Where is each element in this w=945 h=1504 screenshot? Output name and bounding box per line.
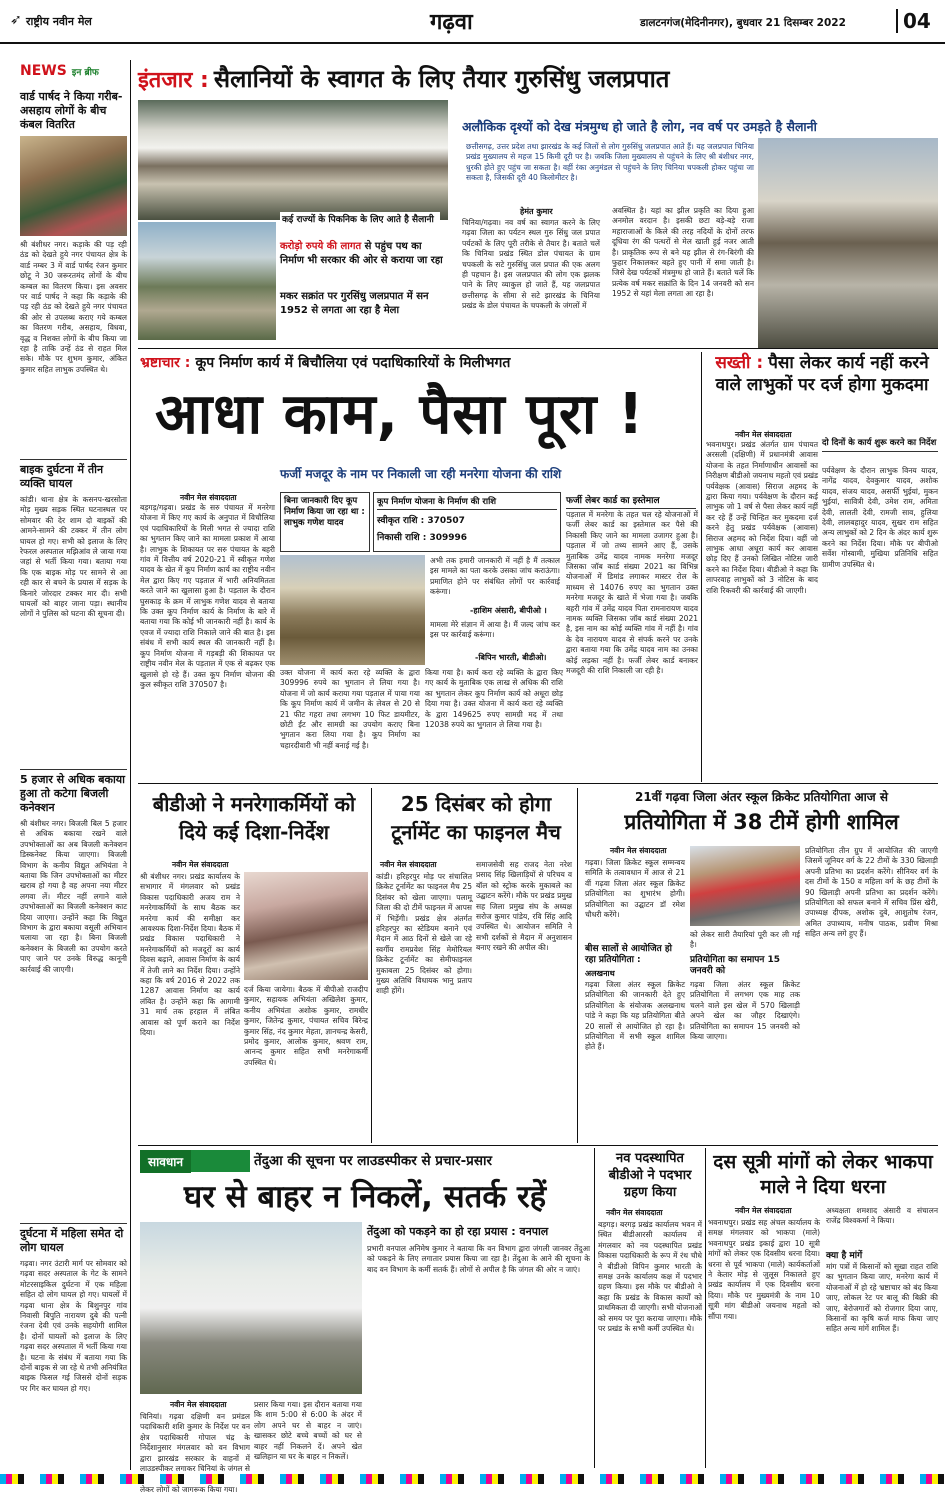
cpi-body: भवनाथपुर। प्रखंड सह अंचल कार्यालय के समक्ष मंगलवार को भाकपा (माले) भवनाथपुर प्रखंड इकाई द्वारा 10 सूत्री मांगों को लेकर एक दिवसीय धरना दिया। धरना से पूर्व भाकपा (माले) कार्यकर्ताओं ने केतार मोड़ से जुलूस निकालते हुए प्रखंड कार्यालय में एक दिवसीय धरना दिया। मौके पर मुख्यमंत्री के नाम 10 सूत्री मांग बीडीओ जयनाथ महतो को सौंपा गया।: [708, 1218, 820, 1321]
tendua-headline: तेंदुआ की सूचना पर लाउडस्पीकर से प्रचार-प्रसार: [250, 1150, 595, 1172]
corruption-quote-2-by: -बिपिन भारती, बीडीओ।: [475, 653, 547, 662]
corruption-amount-box: [373, 492, 561, 552]
corruption-byline: नवीन मेल संवाददाता: [180, 493, 237, 502]
lead-headline: [138, 62, 938, 98]
cricket-body: गढ़वा। जिला क्रिकेट स्कूल सम्मन्वय समिति के तत्वावधान में आज से 21 वीं गढ़वा जिला अंतर स्कूल क्रिकेट प्रतियोगिता का शुभारंभ होगी। प्रतियोगिता का उद्घाटन डॉ रमेश चौधरी करेंगे।: [585, 858, 685, 920]
brief-tag: इन ब्रीफ: [71, 68, 99, 78]
corruption-kicker: भ्रष्टाचार :: [140, 355, 191, 371]
section-divider: [138, 348, 938, 349]
tendua-body-2: प्रसार किया गया। इस दौरान बताया गया कि शाम 5:00 से 6:00 के अंदर में लोग अपने घर से बाहर न जाएं। खासकर छोटे बच्चे बच्चों को घर से बाहर नहीं निकलने दें। अपने खेत खलिहान या घर के बाहर न निकलें।: [254, 1400, 362, 1462]
lead-caption-2-text: से पहुंच पथ का निर्माण भी सरकार की ओर से कराया जा रहा: [280, 241, 443, 266]
cpi-headline: दस सूत्री मांगों को लेकर भाकपा माले ने दिया धरना: [713, 1151, 933, 1198]
dateline: डालटनगंज(मेदिनीनगर), बुधवार 21 दिसम्बर 2022: [640, 17, 846, 29]
strict-body: भवनाथपुर। प्रखंड अंतर्गत ग्राम पंचायत अरसली (दक्षिणी) में प्रधानमंत्री आवास योजना के तहत निर्माणाधीन आवासों का निरीक्षण बीडीओ जयनाथ महतो एवं प्रखंड पर्यवेक्षक (आवास) सिराज अहमद के द्वारा किया गया। पर्यवेक्षण के दौरान कई लाभुक जो 1 वर्ष से पैसा लेकर कार्य नहीं कर रहे हैं उन्हें चिन्हित कर मुकदमा दर्ज करने हेतु प्रखंड पर्यवेक्षक (आवास) सिराज अहमद को निर्देश दिया। वहीं जो लाभुक आधा अधूरा कार्य कर आवास छोड़ दिए हैं उनको लिखित नोटिस जारी करने का निर्देश दिया। बीडीओ ने कहा कि लापरवाह लाभुकों को 3 नोटिस के बाद राशि रिकवरी की कार्रवाई की जाएगी।: [706, 440, 818, 595]
tendua-byline: नवीन मेल संवाददाता: [170, 1400, 227, 1409]
brief-body-4: गढ़वा। नगर उंटारी मार्ग पर सोमवार को गढ़वा सदर अस्पताल के गेट के सामने मोटरसाइकिल दुर्घटना में एक महिला सहित दो लोग घायल हो गए। घायलों में गढ़वा थाना क्षेत्र के बिशुनपुर गांव निवासी बिपुति नारायण दुबे की पत्नी रंजना देवी एवं उनके सहयोगी शामिल है। दोनों घायलों को इलाज के लिए गढ़वा सदर अस्पताल में भर्ती किया गया है। घटना के संबंध में बताया गया कि दोनों बाइक से जा रहे थे तभी अनियंत्रित बाइक फिसल गई जिससे दोनों सड़क पर गिर कर घायल हो गए।: [20, 1259, 127, 1393]
corruption-box-lead: [280, 492, 370, 552]
lead-deck: अलौकिक दृश्यों को देख मंत्रमुग्ध हो जाते है लोग, नव वर्ष पर उमड़ते है सैलानी: [462, 119, 817, 134]
tendua-body: चिनियां। गढ़वा दक्षिणी वन प्रमंडल पदाधिकारी शशि कुमार के निर्देश पर वन क्षेत्र पदाधिकारी गोपाल चंद्र के निर्देशानुसार मंगलवार को वन विभाग द्वारा झारखंड सरकार के वाहनों में लाउडस्पीकर लगाकर चिनियां के जंगल से लेकर लोगों को जागरूक किया गया।: [140, 1412, 250, 1494]
corruption-mid-body: उक्त योजना में कार्य करा रहे व्यक्ति के द्वारा 309996 रुपये का भुगतान ले लिया गया है। योजना में जो कार्य कराया गया पड़ताल में पाया गया कि कूप निर्माण कार्य में जमीन के लेवल से 20 से 21 फीट गहरा तथा लगभग 10 फिट डायमीटर, छोटी ईंट और सामग्री का उपयोग कराए बिना भुगतान करा लिया गया है। कूप निर्माण का चहारदीवारी भी नहीं बनाई गई है।: [280, 668, 420, 750]
column-divider-5: [594, 1148, 595, 1468]
lead-caption-2: [280, 240, 445, 268]
lead-photo-river: [138, 222, 276, 340]
tendua-sub: तेंदुआ को पकड़ने का हो रहा प्रयास : वनपाल: [367, 1225, 549, 1238]
strict-headline: [706, 352, 938, 396]
column-divider: [130, 60, 131, 1470]
cricket-body-3: को लेकर सारी तैयारियां पूरी कर ली गई है।: [690, 930, 800, 950]
amount-box-title: कूप निर्माण योजना के निर्माण की राशि: [377, 496, 557, 510]
tendua-big-headline: घर से बाहर न निकलें, सतर्क रहें: [183, 1179, 547, 1215]
cricket-sub-1-by: अलखनाथ: [585, 969, 615, 978]
final-body-2: समाजसेवी सह राजद नेता नरेश प्रसाद सिंह खिलाड़ियों से परिचय व बॉल को स्ट्रोक करके मुकाबले का उद्घाटन करेंगे। मौके पर प्रखंड प्रमुख सह जिला प्रमुख संघ के अध्यक्ष सरोज कुमार पांडेय, रवि सिंह आदि उपस्थित थे। आयोजन समिति ने सभी दर्शकों से मैदान में अनुशासन बनाए रखने की अपील की।: [476, 860, 572, 953]
bdo-body-2: दर्ज किया जायेगा। बैठक में बीपीओ राजदीप कुमार, सहायक अभियंता अखिलेश कुमार, कनीय अभियंता अशोक कुमार, रामधीर कुमार, जितेन्द्र कुमार, पंचायत सचिव बिरेन्द्र कुमार सिंह, नंद कुमार मेहता, ज्ञानचन्द्र केसरी, प्रमोद कुमार, आलोक कुमार, श्रवण राम, आनन्द कुमार सहित सभी मनरेगाकर्मी उपस्थित थे।: [244, 985, 368, 1067]
cricket-photo-team: [690, 846, 800, 926]
corruption-mid-body-2: किया गया है। कार्य करा रहे व्यक्ति के द्वारा किए गए कार्य के मुताबिक एक लाख से अधिक की राशि का भुगतान लेकर कूप निर्माण कार्य को अधूरा छोड़ दिया गया है। उक्त योजना में कार्य करा रहे व्यक्ति के द्वारा 149625 रुपए सामग्री मद में तथा 12038 रुपये का भुगतान ले लिया गया है।: [425, 668, 563, 730]
corruption-photo-well: [280, 555, 425, 665]
strict-byline: नवीन मेल संवाददाता: [735, 430, 792, 439]
final-byline: नवीन मेल संवाददाता: [380, 860, 437, 869]
bdo-photo-meeting: [244, 872, 368, 980]
lead-kicker: इंतजार :: [138, 68, 209, 93]
lead-body-2: अवस्थित है। यहां का झील प्रकृति का दिया हुआ अनमोल वरदान है। इसकी छटा बड़े-बड़े राजा महाराजाओं के किले की तरह नदियों के दोनों तरफ दूधिया रंग की पत्थरों से मेल खाती हुई नजर आती है। प्राकृतिक रूप से बने यह झील से रंग-बिरंगी की फुहार निकालकर बहते हुए पानी में समा जाती है। जिसे देख पर्यटकों मंत्रमुग्ध हो जाते हैं। बताते चलें कि प्रत्येक वर्ष मकर सक्रांति के दिन 14 जनवरी को सन 1952 से यहां मेला लगता आ रहा है।: [612, 206, 754, 299]
corruption-quote-1-by: -हाशिम अंसारी, बीपीओ ।: [470, 606, 547, 615]
corruption-headline: [140, 352, 700, 376]
bdo-office-body: बड़गड़। बरगड़ प्रखंड कार्यालय भवन में स्थित बीडीआरसी कार्यालय में मंगलवार को नव पदस्थापित प्रखंड विकास पदाधिकारी के रूप में रंथ चौधे ने बीडीओ विपिन कुमार भारती के समक्ष उनके कार्यालय कक्ष में पदभार ग्रहण किया। इस मौके पर बीडीओ ने कहा कि प्रखंड के विकास कार्यों को प्राथमिकता दी जाएगी। सभी योजनाओं को समय पर पूरा कराया जाएगा। मौके पर प्रखंड के सभी कर्मी उपस्थित थे।: [598, 1220, 702, 1334]
cricket-sub-2: प्रतियोगिता का समापन 15 जनवरी को: [690, 955, 781, 976]
brief-column: [20, 60, 127, 1465]
brief-headline-2: बाइक दुर्घटना में तीन व्यक्ति घायल: [20, 459, 127, 491]
section-name: गढ़वा: [430, 10, 473, 35]
news-brief-label: [20, 60, 127, 90]
column-divider-3: [371, 788, 372, 1143]
fake-card-body: पड़ताल में मनरेगा के तहत चल रहे योजनाओं में फर्जी लेबर कार्ड का इस्तेमाल कर पैसे की निकासी किए जाने का मामला उजागर हुआ है। पड़ताल में जो तथ्य सामने आए हैं, उसके मुताबिक उमेंद्र यादव नामक मनरेगा मजदूर जिसका जॉब कार्ड संख्या 2021 का विभिन्न योजनाओं में डिमांड लगाकर मास्टर रोल के माध्यम से 14076 रुपए का भुगतान उक्त मनरेगा मजदूर के खाते में भेजा गया है। जबकि बहरी गांव में उमेंद्र यादव पिता रामनारायण यादव नामक व्यक्ति जिसका जॉब कार्ड संख्या 2021 है, इस नाम का कोई व्यक्ति गांव में नहीं है। गांव के देव नारायण यादव से संपर्क करने पर उनके द्वारा बताया गया कि उमेंद्र यादव नाम का उनका कोई लड़का नहीं है। फर्जी लेबर कार्ड बनाकर मजदूरी की राशि निकाली जा रही है।: [566, 510, 698, 676]
color-registration-strip: [0, 1474, 945, 1484]
cricket-body-5: प्रतियोगिता तीन ग्रुप में आयोजित की जाएगी जिसमें जूनियर वर्ग के 22 टीमों के 330 खिलाड़ी अपनी प्रतिभा का प्रदर्शन करेंगे। सीनियर वर्ग के दस टीमों के 150 व महिला वर्ग के छह टीमों के 90 खिलाड़ी अपनी प्रतिभा का प्रदर्शन करेंगे। प्रतियोगिता को सफल बनाने में सचिव प्रिंस खेरी, उपाध्यक्ष दीपक, अशोक दुबे, आशुतोष रंजन, अमित उपाध्याय, मनीष पाठक, प्रवीण मिश्रा सहित अन्य लगे हुए हैं।: [805, 846, 938, 939]
lead-photo-waterfall: [138, 100, 448, 220]
bdo-office-byline: नवीन मेल संवाददाता: [606, 1208, 663, 1217]
bdo-office-headline: नव पदस्थापित बीडीओ ने पदभार ग्रहण किया: [608, 1151, 692, 1200]
cricket-byline: नवीन मेल संवाददाता: [610, 846, 667, 855]
strict-kicker: सख्ती :: [715, 353, 764, 373]
lead-body-1: चिनिया/गढ़वा। नव वर्ष का स्वागत करने के लिए गढ़वा जिला का पर्यटन स्थल गुरु सिंधु जल प्रपात पर्यटकों के लिए पूरी तरीके से तैयार है। बताते चलें कि चिनिया प्रखंड स्थित डोल पंचायत के ग्राम चपकली के सटे गुरुसिंधु जल प्रपात की एक अलग ही पहचान है। इस जलप्रपात की लोग एक झलक पाने के लिए व्याकुल हो जाते हैं, यह जलप्रपात छत्तीसगढ़ के सीमा से सटे झारखंड के चिनिया प्रखंड के डोल पंचायत के चपकली के जंगलों में: [462, 218, 600, 311]
masthead: [0, 0, 945, 44]
lead-caption-2-red: करोड़ो रुपये की लागत: [280, 241, 362, 252]
masthead-logo: राष्ट्रीय नवीन मेल: [26, 15, 92, 28]
lead-photo-visitors: [758, 138, 938, 348]
bdo-byline: नवीन मेल संवाददाता: [172, 860, 229, 869]
cpi-body-2: अध्यक्षता शमशाद अंसारी व संचालन राजेंद्र विश्वकर्मा ने किया।: [826, 1206, 938, 1226]
brief-headline-1: वार्ड पार्षद ने किया गरीब-असहाय लोगों के बीच कंबल वितरित: [20, 90, 123, 131]
strict-side-title: दो दिनों के कार्य शुरू करने का निर्देश: [822, 438, 938, 452]
brief-headline-4: दुर्घटना में महिला समेत दो लोग घायल: [20, 1223, 127, 1255]
lead-byline: हेमंत कुमार: [520, 207, 553, 216]
corruption-quote-2: मामला मेरे संज्ञान में आया है। मैं जल्द जांच कर इस पर कार्रवाई करूंगा।: [430, 620, 560, 640]
cricket-sub-1: बीस सालों से आयोजित हो रहा प्रतियोगिता :: [585, 944, 673, 965]
tendua-photo-vehicle: [140, 1222, 362, 1394]
cricket-headline-1: 21वीं गढ़वा जिला अंतर स्कूल क्रिकेट प्रतियोगिता आज से: [635, 790, 888, 804]
cpi-body-3: मांग पत्रों में किसानों को सूखा राहत राशि का भुगतान किया जाए, मनरेगा कार्य में योजनाओं में हो रहे भ्रष्टाचार को बंद किया जाए, लोकल रेट पर बालू की बिक्री की जाए, बेरोजगारों को रोजगार दिया जाए, किसानों का कृषि कर्ज माफ किया जाए सहित अन्य मांगें शामिल हैं।: [826, 1262, 938, 1334]
tendua-kicker: सावधान: [140, 1150, 191, 1173]
lead-title: सैलानियों के स्वागत के लिए तैयार गुरुसिंधु जलप्रपात: [213, 65, 670, 93]
lead-caption-1: कई राज्यों के पिकनिक के लिए आते है सैलानी: [280, 212, 440, 228]
sanctioned-amount: स्वीकृत राशि : 370507: [377, 516, 465, 526]
tendua-body-3: प्रभारी वनपाल अनिमेष कुमार ने बताया कि वन विभाग द्वारा जंगली जानवर तेंदुआ को पकड़ने के लिए लगातार प्रयास किया जा रहा है। तेंदुआ के आने की सूचना के बाद वन विभाग के कर्मी सतर्क हैं। लोगों से अपील है कि जंगल की ओर न जाएं।: [367, 1244, 590, 1274]
brief-headline-3: 5 हजार से अधिक बकाया हुआ तो कटेगा बिजली कनेक्शन: [20, 769, 127, 815]
column-divider-6: [705, 1148, 706, 1468]
brief-photo-1: [20, 136, 127, 236]
bdo-body: श्री बंशीधर नगर। प्रखंड कार्यालय के सभागार में मंगलवार को प्रखंड विकास पदाधिकारी अजय राम ने मनरेगाकर्मियों के साथ बैठक कर मनरेगा कार्य की समीक्षा कर आवश्यक दिशा-निर्देश दिया। बैठक में प्रखंड विकास पदाधिकारी ने मनरेगाकर्मियों को मजदूरों का कार्य दिवस बढ़ाने, आवास निर्माण के कार्य में तेजी लाने का निर्देश दिया। उन्होंने कहा कि वर्ष 2016 से 2022 तक 1287 आवास निर्माण का कार्य लंबित है। उन्होंने कहा कि आगामी 31 मार्च तक हरहाल में लंबित आवास को पूर्ण कराने का निर्देश दिया।: [140, 872, 240, 1038]
logo-bird-icon: ➶: [10, 12, 22, 28]
brief-body-2: कांडी। थाना क्षेत्र के कसनप-खरसोता मोड़ मुख्य सड़क स्थित घटनास्थल पर सोमवार की देर शाम दो बाइकों की आमने-सामने की टक्कर में तीन लोग घायल हो गए। सभी को इलाज के लिए रेफरल अस्पताल मझिआंव ले जाया गया जहां से भर्ती किया गया। बताया गया कि एक बाइक मोड़ पर सामने से आ रही कार से बचने के प्रयास में सड़क के किनारे जोरदार टक्कर मार दी। सभी घायलों को बाहर जाना पड़ा। स्थानीय लोगों ने पुलिस को घटना की सूचना दी।: [20, 495, 127, 619]
strict-title: पैसा लेकर कार्य नहीं करने वाले लाभुकों पर दर्ज होगा मुकदमा: [715, 353, 929, 395]
final-headline: 25 दिसंबर को होगा टूर्नामेंट का फाइनल मैच: [391, 792, 561, 844]
brief-body-3: श्री बंशीधर नगर। बिजली बिल 5 हजार से अधिक बकाया रखने वाले उपभोक्ताओं का अब बिजली कनेक्शन डिस्कनेक्ट किया जाएगा। बिजली विभाग के कनीय विद्युत अभियंता ने बताया कि जिन उपभोक्ताओं का मीटर खराब हो गया है वह अपना नया मीटर लगवा लें। मीटर नहीं लगाने वाले उपभोक्ताओं का बिजली कनेक्शन काट दिया जाएगा। उन्होंने कहा कि विद्युत विभाग के द्वारा बकाया वसूली अभियान चलाया जा रहा है। बिना बिजली कनेक्शन के बिजली का उपयोग करते पाए जाने पर उनके विरुद्ध कानूनी कार्रवाई की जाएगी।: [20, 819, 127, 974]
withdrawn-amount: निकासी राशि : 309996: [377, 533, 468, 543]
cpi-byline: नवीन मेल संवाददाता: [735, 1206, 792, 1215]
cpi-sub: क्या है मांगें: [826, 1251, 863, 1261]
section-divider-3: [138, 1145, 938, 1146]
brief-body-1: श्री बंशीधर नगर। कड़ाके की पड़ रही ठंड को देखते हुये नगर पंचायत क्षेत्र के वार्ड नम्बर 3 में वार्ड पार्षद रंजन कुमार छोटू ने 30 जरूरतमंद लोगों के बीच कम्बल का वितरण किया। इस अवसर पर वार्ड पार्षद ने कहा कि कड़ाके की पड़ रही ठंड को देखते हुये नगर पंचायत की ओर से उपलब्ध कराए गये कम्बल का वितरण गरीब, असहाय, विधवा, वृद्ध व निशक्त लोगों के बीच किया जा रहा है ताकि उन्हें ठंड से राहत मिल सके। मौके पर शुभम कुमार, अंकित कुमार सहित लाभुक उपस्थित थे।: [20, 240, 127, 374]
final-body: कांडी। हरिहरपुर मोड़ पर संचालित क्रिकेट टूर्नामेंट का फाइनल मैच 25 दिसंबर को खेला जाएगा। पलामू जिला की दो टीमें फाइनल में आपस में भिड़ेंगी। प्रखंड क्षेत्र अंतर्गत हरिहरपुर का स्टेडियम बनाने एवं मैदान में आठ दिनों से खेले जा रहे स्वर्गीय रामप्रवेश सिंह मेमोरियल क्रिकेट टूर्नामेंट का सेमीफाइनल मुकाबला 25 दिसंबर को होगा। मुख्य अतिथि विधायक भानु प्रताप शाही होंगे।: [376, 872, 472, 996]
section-divider-2: [138, 783, 938, 784]
news-tag: NEWS: [20, 63, 67, 79]
cricket-headline-2: प्रतियोगिता में 38 टीमें होगी शामिल: [624, 810, 899, 834]
corruption-box-lead-text: बिना जानकारी दिए कूप निर्माण किया जा रहा था : लाभुक गणेश यादव: [284, 496, 365, 528]
corruption-big-headline: आधा काम, पैसा पूरा !: [155, 382, 645, 447]
corruption-body: बड़गड़/गढ़वा। प्रखंड के सरु पंचायत में मनरेगा योजना में किए गए कार्य के अनुपात में विचौलिया एवं पदाधिकारियों के मिली भगत से ज्यादा राशि का भुगतान किए जाने का मामला प्रकाश में आया है। लाभुक के शिकायत पर सरु पंचायत के बहरी गांव में वित्तीय वर्ष 2020-21 में स्वीकृत गणेश यादव के खेत में कूप निर्माण कार्य का राष्ट्रीय नवीन मेल द्वारा किए गए पड़ताल में भारी अनियमितता करते जाने का खुलासा हुआ है। पड़ताल के दौरान घुसकाड़ के क्रम में लाभुक गणेश यादव से बताया कि उक्त कूप निर्माण कार्य के निर्माण के बारे में बताया गया कि कोई भी जानकारी नहीं है। कार्य के एवज में ज्यादा राशि निकाले जाने की बात है। इस संबंध में सभी कार्य स्थल की जानकारी नहीं है। कूप निर्माण योजना में गड़बड़ी की शिकायत पर राष्ट्रीय नवीन मेल के पड़ताल में एक से बढ़कर एक खुलासे हो रहे हैं। उक्त कूप निर्माण योजना की कुल स्वीकृत राशि 370507 है।: [140, 503, 275, 689]
bdo-headline: बीडीओ ने मनरेगाकर्मियों को दिये कई दिशा-निर्देश: [152, 792, 356, 844]
fake-card-title: फर्जी लेबर कार्ड का इस्तेमाल: [566, 493, 696, 509]
cricket-body-2: गढ़वा जिला अंतर स्कूल क्रिकेट प्रतियोगिता की जानकारी देते हुए प्रतियोगिता के संयोजक अलखनाथ पांडे ने कहा कि यह प्रतियोगिता बीते 20 सालों से आयोजित हो रहा है। प्रतियोगिता में सभी स्कूल शामिल होते हैं।: [585, 980, 685, 1052]
column-divider-4: [577, 788, 578, 1143]
corruption-title: कूप निर्माण कार्य में बिचौलिया एवं पदाधिकारियों के मिलीभगत: [195, 355, 511, 371]
column-divider-2: [701, 352, 702, 782]
strict-side-body: पर्यवेक्षण के दौरान लाभुक विनय यादव, नागेंद्र यादव, देवकुमार यादव, अशोक यादव, संजय यादव, असर्फी भुईयां, मुकन भुईयां, सावित्री देवी, उमेश राम, अमिता देवी, लालती देवी, रामजी साव, हुलिया देवी, लालबहादुर यादव, सुखर राम सहित अन्य लाभुकों को 2 दिन के अंदर कार्य शुरू करने का निर्देश दिया। मौके पर बीपीओ सर्वेश गोस्वामी, मुखिया प्रतिनिधि सहित ग्रामीण उपस्थित थे।: [822, 466, 938, 569]
lead-caption-3: मकर सक्रांत पर गुरसिंधु जलप्रपात में सन 1952 से लगता आ रहा है मेला: [280, 291, 429, 316]
corruption-deck: फर्जी मजदूर के नाम पर निकाली जा रही मनरेगा योजना की राशि: [280, 467, 562, 481]
page-number: 04: [896, 9, 931, 33]
lead-intro: छत्तीसगढ़, उत्तर प्रदेश तथा झारखंड के कई जिलों से लोग गुरुसिंधु जलप्रपात आते हैं। यह जलप्रपात चिनिया प्रखंड मुख्यालय से महज 15 किमी दूरी पर है। जबकि जिला मुख्यालय से पहुंचने के लिए श्री बंशीधर नगर, धुरकी होते हुए पहुंच जा सकता है। वहीं रंका अनुमंडल से पहुंचने के लिए चिनिया चपकली होकर पहुंचा जा सकता है, जिसकी दूरी 40 किलोमीटर है।: [466, 142, 754, 183]
corruption-quote-1: अभी तक हमारी जानकारी में नहीं है मैं तत्काल इस मामले का पता करके उसका जांच कराऊंगा। प्रमाणित होने पर संबंधित लोगों पर कार्रवाई करूंगा।: [430, 556, 560, 597]
cricket-body-4: गढ़वा जिला अंतर स्कूल क्रिकेट प्रतियोगिता में लगभग एक माह तक चलने वाले इस खेल में 570 खिलाड़ी अपने खेल का जौहर दिखाएंगे। प्रतियोगिता का समापन 15 जनवरी को किया जाएगा।: [690, 980, 800, 1042]
